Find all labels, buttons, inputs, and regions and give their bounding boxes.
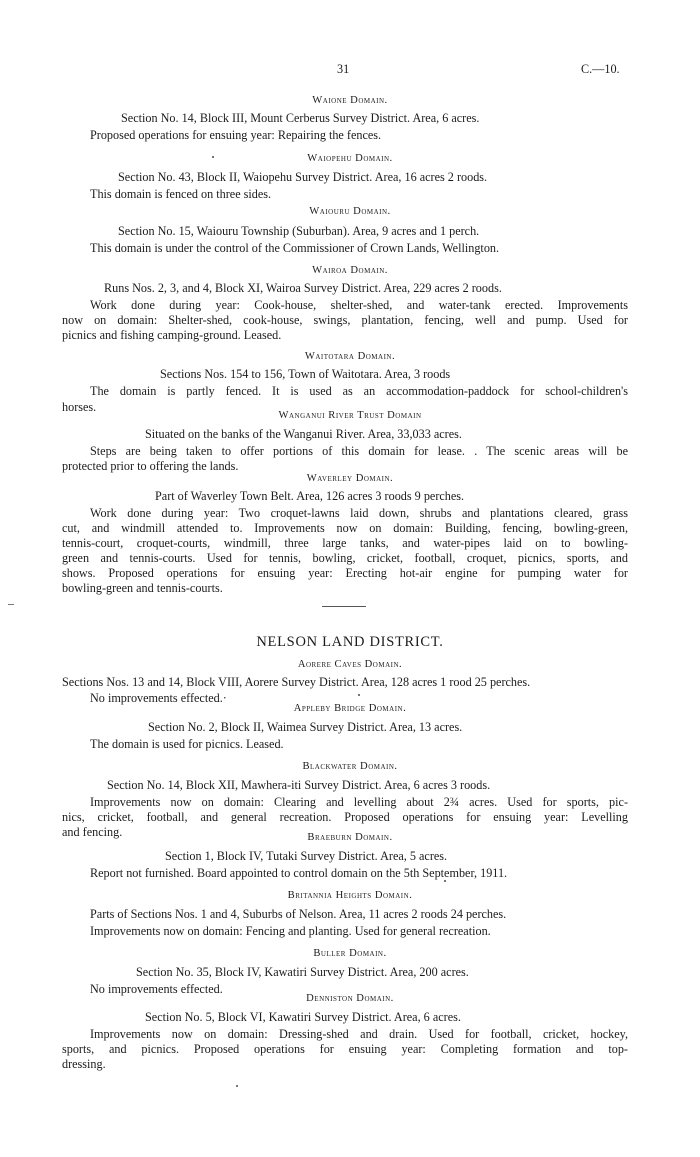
domain-heading-blackwater: Blackwater Domain. [302, 761, 398, 772]
domain-heading-denniston: Denniston Domain. [306, 993, 394, 1004]
domain-note: and fencing. [62, 825, 123, 839]
domain-note: now on domain: Shelter-shed, cook-house, swings, plantation, fencing, well and pump. Used for [62, 313, 628, 327]
domain-heading-waiopehu: Waiopehu Domain. [307, 153, 393, 164]
domain-details-waiouru: Section No. 15, Waiouru Township (Suburban). Area, 9 acres and 1 perch. [118, 224, 480, 238]
domain-note: Parts of Sections Nos. 1 and 4, Suburbs of Nelson. Area, 11 acres 2 roods 24 perches. [90, 907, 507, 921]
domain-note: The domain is partly fenced. It is used as an accommodation-paddock for school-children's [90, 384, 628, 398]
scan-speck [236, 1085, 238, 1087]
domain-heading-braeburn: Braeburn Domain. [307, 832, 393, 843]
domain-note: dressing. [62, 1057, 106, 1071]
domain-details-aorere-caves: Sections Nos. 13 and 14, Block VIII, Aorere Survey District. Area, 128 acres 1 rood 25 perches. [62, 675, 531, 689]
section-divider [322, 606, 366, 607]
domain-heading-waione: Waione Domain. [312, 95, 388, 106]
domain-details-waiopehu: Section No. 43, Block II, Waiopehu Survey District. Area, 16 acres 2 roods. [118, 170, 488, 184]
domain-note: bowling-green and tennis-courts. [62, 581, 223, 595]
domain-note: Report not furnished. Board appointed to control domain on the 5th September, 1911. [90, 866, 508, 880]
domain-note: tennis-court, croquet-courts, windmill, three large tanks, and water-pipes laid on to bowling- [62, 536, 628, 550]
page-number: 31 [337, 62, 350, 76]
scan-speck [444, 880, 446, 882]
scan-speck [8, 604, 14, 605]
domain-details-waione: Section No. 14, Block III, Mount Cerberus Survey District. Area, 6 acres. [121, 111, 480, 125]
domain-details-blackwater: Section No. 14, Block XII, Mawhera-iti Survey District. Area, 6 acres 3 roods. [107, 778, 491, 792]
domain-note: horses. [62, 400, 97, 414]
domain-note: Improvements now on domain: Fencing and planting. Used for general recreation. [90, 924, 491, 938]
domain-note: picnics and fishing camping-ground. Leased. [62, 328, 282, 342]
domain-details-waitotara: Sections Nos. 154 to 156, Town of Waitotara. Area, 3 roods [160, 367, 451, 381]
domain-details-braeburn: Section 1, Block IV, Tutaki Survey District. Area, 5 acres. [165, 849, 448, 863]
domain-heading-aorere-caves: Aorere Caves Domain. [297, 659, 403, 670]
domain-note: green and tennis-courts. Used for tennis, bowling, cricket, football, croquet, picnics, sports, and [62, 551, 628, 565]
domain-details-denniston: Section No. 5, Block VI, Kawatiri Survey District. Area, 6 acres. [145, 1010, 461, 1024]
domain-heading-wanganui-river-trust: Wanganui River Trust Domain [278, 410, 422, 421]
domain-note: protected prior to offering the lands. [62, 459, 239, 473]
domain-heading-appleby-bridge: Appleby Bridge Domain. [293, 703, 407, 714]
domain-note: Proposed operations for ensuing year: Repairing the fences. [90, 128, 382, 142]
domain-heading-waiouru: Waiouru Domain. [309, 206, 391, 217]
domain-note: Improvements now on domain: Dressing-shed and drain. Used for football, cricket, hockey, [90, 1027, 628, 1041]
domain-note: shows. Proposed operations for ensuing year: Erecting hot-air engine for pumping water for [62, 566, 628, 580]
domain-details-wanganui-river-trust: Situated on the banks of the Wanganui River. Area, 33,033 acres. [145, 427, 462, 441]
domain-note: No improvements effected. [90, 982, 223, 996]
domain-note: cut, and windmill attended to. Improvements now on domain: Building, fencing, bowling-green, [62, 521, 628, 535]
domain-details-appleby-bridge: Section No. 2, Block II, Waimea Survey District. Area, 13 acres. [148, 720, 463, 734]
domain-heading-wairoa: Wairoa Domain. [312, 265, 388, 276]
domain-note: No improvements effected.· [90, 691, 227, 705]
domain-details-waverley: Part of Waverley Town Belt. Area, 126 acres 3 roods 9 perches. [155, 489, 465, 503]
domain-heading-britannia-heights: Britannia Heights Domain. [287, 890, 413, 901]
document-reference: C.—10. [581, 62, 620, 76]
domain-note: The domain is used for picnics. Leased. [90, 737, 284, 751]
domain-heading-buller: Buller Domain. [313, 948, 387, 959]
domain-details-buller: Section No. 35, Block IV, Kawatiri Survey District. Area, 200 acres. [136, 965, 469, 979]
domain-note: Steps are being taken to offer portions of this domain for lease. . The scenic areas will be [90, 444, 628, 458]
domain-note: Work done during year: Two croquet-lawns laid down, shrubs and plantations cleared, grass [90, 506, 628, 520]
domain-note: Work done during year: Cook-house, shelter-shed, and water-tank erected. Improvements [90, 298, 628, 312]
domain-note: This domain is fenced on three sides. [90, 187, 272, 201]
district-title: NELSON LAND DISTRICT. [256, 634, 444, 650]
domain-note: This domain is under the control of the Commissioner of Crown Lands, Wellington. [90, 241, 500, 255]
domain-note: nics, cricket, football, and general recreation. Proposed operations for ensuing year: Levelling [62, 810, 628, 824]
domain-heading-waitotara: Waitotara Domain. [304, 351, 396, 362]
domain-note: Improvements now on domain: Clearing and levelling about 2¾ acres. Used for sports, pic- [90, 795, 628, 809]
scan-speck [358, 694, 360, 696]
domain-details-wairoa: Runs Nos. 2, 3, and 4, Block XI, Wairoa Survey District. Area, 229 acres 2 roods. [104, 281, 502, 295]
scan-speck [212, 156, 214, 158]
domain-note: sports, and picnics. Proposed operations for ensuing year: Completing formation and top- [62, 1042, 628, 1056]
domain-heading-waverley: Waverley Domain. [306, 473, 394, 484]
